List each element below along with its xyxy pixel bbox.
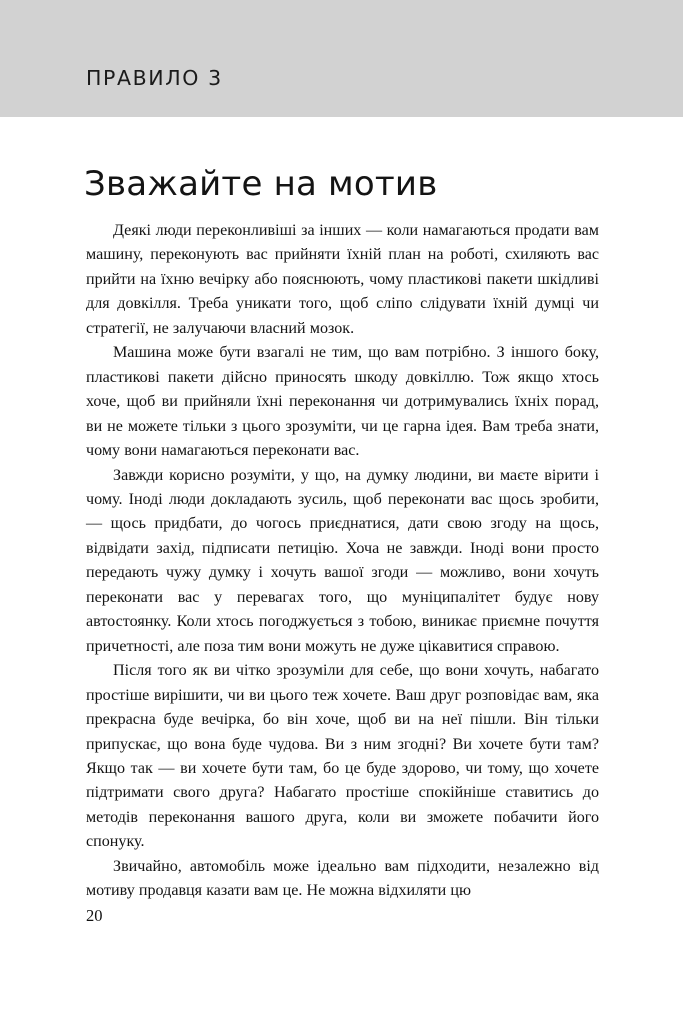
chapter-title: Зважайте на мотив [84, 163, 438, 204]
body-paragraph: Після того як ви чітко зрозуміли для себе, що вони хочуть, набагато простіше вирішити, чи ви цього теж хочете. Ваш друг розповідає вам, яка прекрасна буде вечірка, бо він хоче, щоб ви на неї пішли. Він тільки припускає, що вона буде чудова. Ви з ним згодні? Ви хочете бути там? Якщо так — ви хочете бути там, бо це буде здорово, чи тому, що хочете підтримати свого друга? Набагато простіше спокійніше ставитись до методів переконання вашого друга, коли ви зможете побачити його спонуку. [86, 662, 599, 851]
body-paragraph: Машина може бути взагалі не тим, що вам потрібно. З іншого боку, пластикові пакети дійсно приносять шкоду довкіллю. Тож якщо хтось хоче, щоб ви прийняли їхні переконання чи дотримувались їхніх порад, ви не можете тільки з цього зрозуміти, чи це гарна ідея. Вам треба знати, чому вони намагаються переконати вас. [86, 344, 599, 460]
body-text-column [86, 219, 599, 904]
body-paragraph: Завжди корисно розуміти, у що, на думку людини, ви маєте вірити і чому. Іноді люди докладають зусиль, щоб переконати вас щось зробити, — щось придбати, до чогось приєднатися, дати свою згоду на щось, відвідати захід, підписати петицію. Хоча не завжди. Іноді вони просто передають чужу думку і хочуть вашої згоди — можливо, вони хочуть переконати вас у перевагах того, що муніципалітет будує нову автостоянку. Коли хтось погоджується з тобою, виникає приємне почуття причетності, але поза тим вони можуть не дуже цікавитися справою. [86, 466, 599, 655]
rule-number-label: ПРАВИЛО 3 [86, 66, 223, 90]
body-paragraph: Деякі люди переконливіші за інших — коли намагаються продати вам машину, переконують вас прийняти їхній план на роботі, схиляють вас прийти на їхню вечірку або пояснюють, чому пластикові пакети шкідливі для довкілля. Треба уникати того, щоб сліпо слідувати їхній думці чи стратегії, не залучаючи власний мозок. [86, 222, 599, 337]
page-number: 20 [86, 906, 103, 925]
body-paragraph: Звичайно, автомобіль може ідеально вам підходити, незалежно від мотиву продавця казати вам це. Не можна відхиляти цю [86, 857, 599, 900]
rule-band [0, 0, 683, 117]
